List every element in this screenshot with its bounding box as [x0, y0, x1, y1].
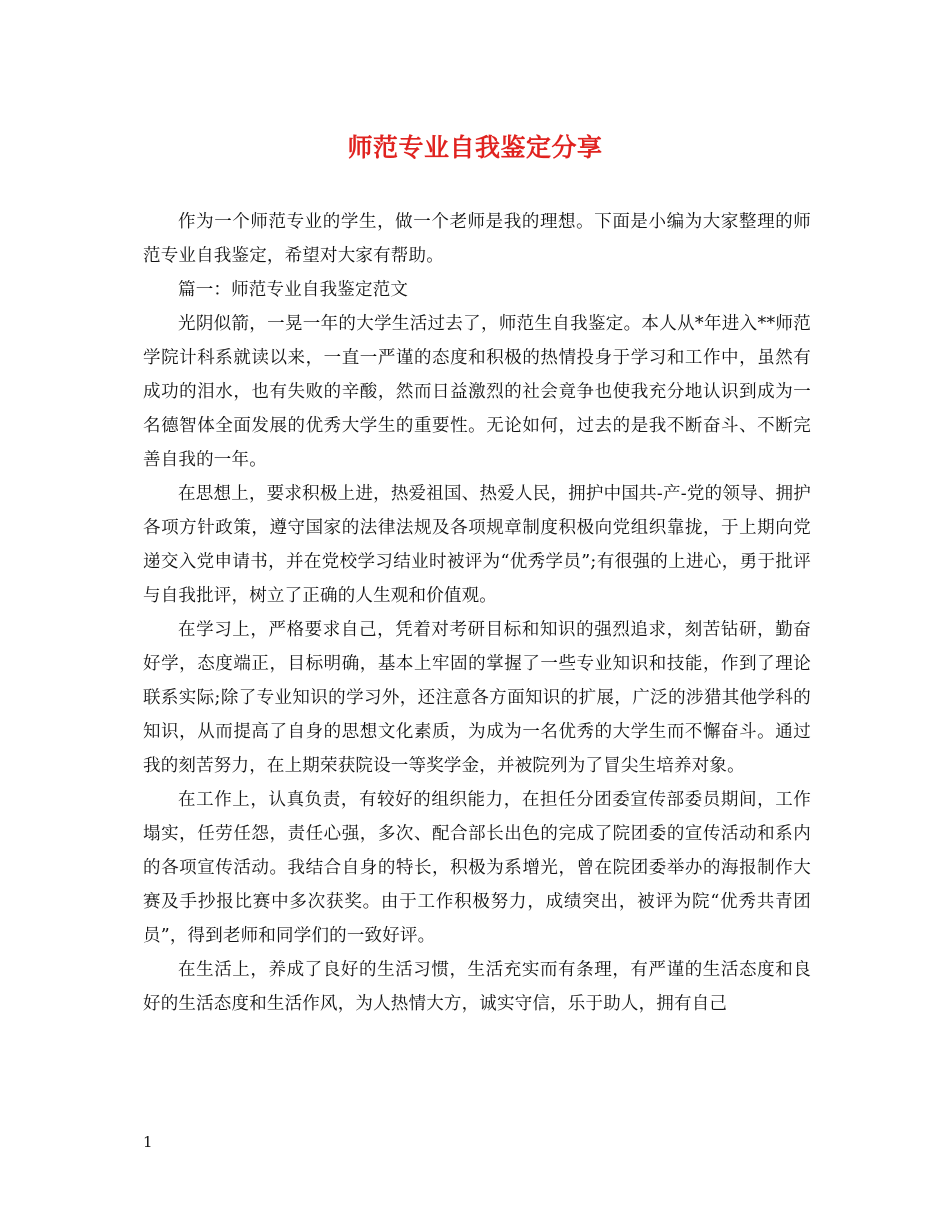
- paragraph-overview: 光阴似箭，一晃一年的大学生活过去了，师范生自我鉴定。本人从*年进入**师范学院计科系就读以来，一直一严谨的态度和积极的热情投身于学习和工作中，虽然有成功的泪水，也有失败的辛酸，然而日益激烈的社会竟争也使我充分地认识到成为一名德智体全面发展的优秀大学生的重要性。无论如何，过去的是我不断奋斗、不断完善自我的一年。: [143, 314, 811, 470]
- document-title: 师范专业自我鉴定分享: [347, 133, 603, 162]
- paragraph-ideology: 在思想上，要求积极上进，热爱祖国、热爱人民，拥护中国共-产-党的领导、拥护各项方针政策，遵守国家的法律法规及各项规章制度积极向党组织靠拢，于上期向党递交入党申请书，并在党校学习结业时被评为“优秀学员”;有很强的上进心，勇于批评与自我批评，树立了正确的人生观和价值观。: [143, 484, 811, 606]
- paragraph-study: 在学习上，严格要求自己，凭着对考研目标和知识的强烈追求，刻苦钻研，勤奋好学，态度端正，目标明确，基本上牢固的掌握了一些专业知识和技能，作到了理论联系实际;除了专业知识的学习外，还注意各方面知识的扩展，广泛的涉猎其他学科的知识，从而提高了自身的思想文化素质，为成为一名优秀的大学生而不懈奋斗。通过我的刻苦努力，在上期荣获院设一等奖学金，并被院列为了冒尖生培养对象。: [143, 620, 811, 776]
- paragraph-work: 在工作上，认真负责，有较好的组织能力，在担任分团委宣传部委员期间，工作塌实，任劳任怨，责任心强，多次、配合部长出色的完成了院团委的宣传活动和系内的各项宣传活动。我结合自身的特长，积极为系增光，曾在院团委举办的海报制作大赛及手抄报比赛中多次获奖。由于工作积极努力，成绩突出，被评为院“优秀共青团员”，得到老师和同学们的一致好评。: [143, 790, 811, 946]
- paragraph-intro: 作为一个师范专业的学生，做一个老师是我的理想。下面是小编为大家整理的师范专业自我鉴定，希望对大家有帮助。: [143, 212, 811, 266]
- document-body: [143, 205, 811, 1021]
- paragraph-section-heading: 篇一：师范专业自我鉴定范文: [178, 280, 409, 300]
- page-number: 1: [143, 1133, 153, 1151]
- paragraph-life: 在生活上，养成了良好的生活习惯，生活充实而有条理，有严谨的生活态度和良好的生活态度和生活作风，为人热情大方，诚实守信，乐于助人，拥有自己: [143, 960, 811, 1014]
